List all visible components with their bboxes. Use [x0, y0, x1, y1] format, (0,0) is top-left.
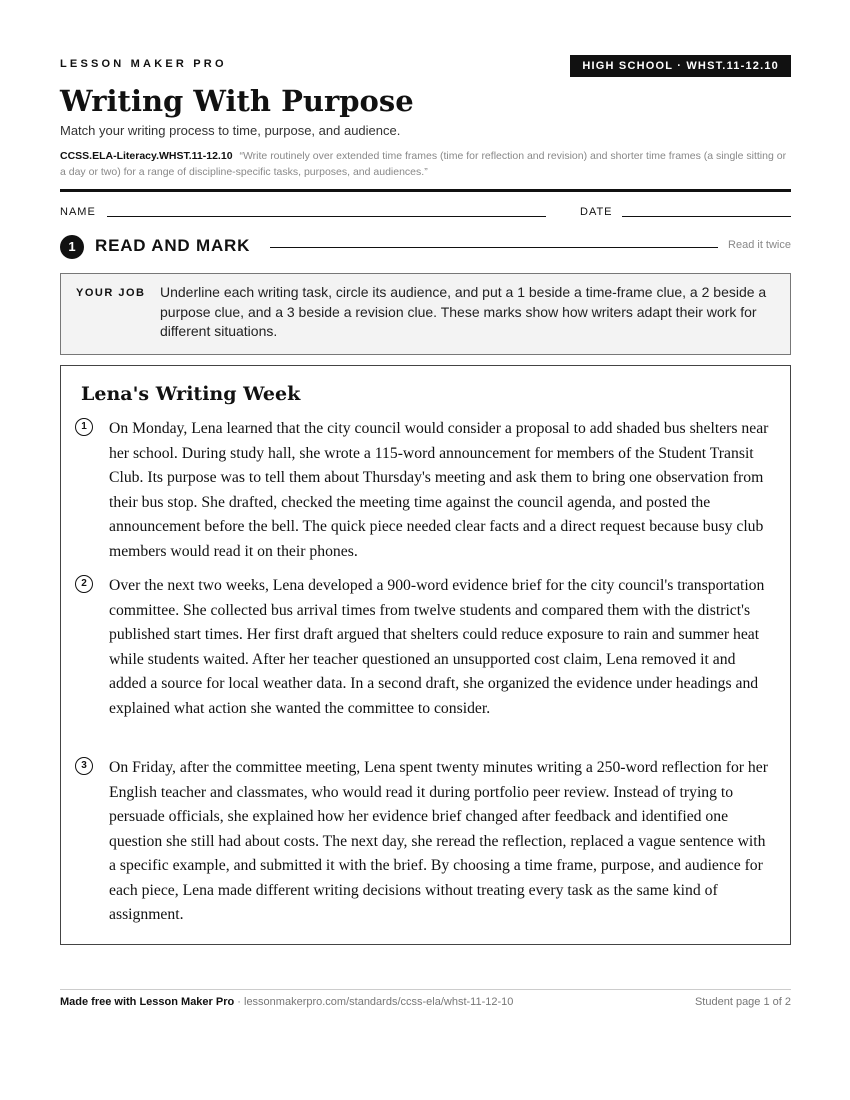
reading-passage	[60, 365, 791, 945]
page-subtitle: Match your writing process to time, purpose, and audience.	[60, 123, 401, 138]
page-title: Writing With Purpose	[60, 84, 414, 118]
section-number-badge: 1	[60, 235, 84, 259]
section-heading	[60, 235, 791, 259]
footer-divider	[60, 989, 791, 990]
section-title: READ AND MARK	[95, 236, 251, 255]
worksheet-page	[60, 0, 791, 1100]
paragraph-text: Over the next two weeks, Lena developed a 900-word evidence brief for the city council's transportation committee. She collected bus arrival times from twelve students and compared them with the district's published start times. Her first draft argued that shelters could reduce exposure to rain and summer heat while students waited. After her teacher questioned an unsupported cost claim, Lena removed it and added a source for local weather data. In a second draft, she organized the evidence under headings and explained what action she wanted the committee to consider.	[109, 577, 765, 717]
paragraph-number: 1	[75, 418, 93, 436]
instructions-label: YOUR JOB	[76, 287, 146, 299]
header-divider	[60, 189, 791, 192]
grade-standard-badge: HIGH SCHOOL · WHST.11-12.10	[570, 55, 791, 77]
standard-text: “Write routinely over extended time frames (time for reflection and revision) and shorter time frames (a single sitting or a day or two) for a range of discipline-specific tasks, purposes, and audiences.”	[60, 150, 787, 178]
footer-brand: Made free with Lesson Maker Pro	[60, 996, 235, 1008]
paragraph-text: On Friday, after the committee meeting, Lena spent twenty minutes writing a 250-word reflection for her English teacher and classmates, who would read it during portfolio peer review. Instead of trying to persuade officials, she explained how her evidence brief changed after feedback and identified one question she still had about costs. The next day, she reread the reflection, replaced a vague sentence with a specific example, and submitted it with the brief. By choosing a time frame, purpose, and audience for each piece, Lena made different writing decisions without treating every task as the same kind of assignment.	[109, 759, 768, 923]
date-field[interactable]	[622, 216, 791, 217]
page-indicator: Student page 1 of 2	[694, 996, 791, 1008]
section-note: Read it twice	[728, 239, 791, 251]
name-label: NAME	[60, 206, 96, 218]
paragraph-text: On Monday, Lena learned that the city council would consider a proposal to add shaded bus shelters near her school. During study hall, she wrote a 115-word announcement for members of the Student Transit Club. Its purpose was to tell them about Thursday's meeting and ask them to bring one observation from their bus stop. She drafted, checked the meeting time against the council agenda, and posted the announcement before the bell. The quick piece needed clear facts and a direct request because busy club members would read it on their phones.	[109, 420, 769, 560]
page-footer	[60, 996, 791, 1008]
standard-citation	[60, 148, 791, 180]
instructions-text: Underline each writing task, circle its audience, and put a 1 beside a time-frame clue, a 2 beside a purpose clue, and a 3 beside a revision clue. These marks show how writers adapt their work for different situations.	[160, 284, 767, 339]
paragraph-number: 2	[75, 575, 93, 593]
date-label: DATE	[580, 206, 613, 218]
section-rule	[270, 247, 718, 248]
standard-code: CCSS.ELA-Literacy.WHST.11-12.10	[60, 150, 233, 162]
footer-url[interactable]: · lessonmakerpro.com/standards/ccss-ela/whst-11-12-10	[234, 996, 514, 1008]
instructions-box	[60, 273, 791, 355]
name-date-row	[60, 206, 791, 224]
paragraph-number: 3	[75, 757, 93, 775]
brand-name: LESSON MAKER PRO	[60, 58, 227, 70]
name-field[interactable]	[107, 216, 546, 217]
passage-title: Lena's Writing Week	[81, 383, 301, 405]
brand-row	[60, 56, 791, 78]
